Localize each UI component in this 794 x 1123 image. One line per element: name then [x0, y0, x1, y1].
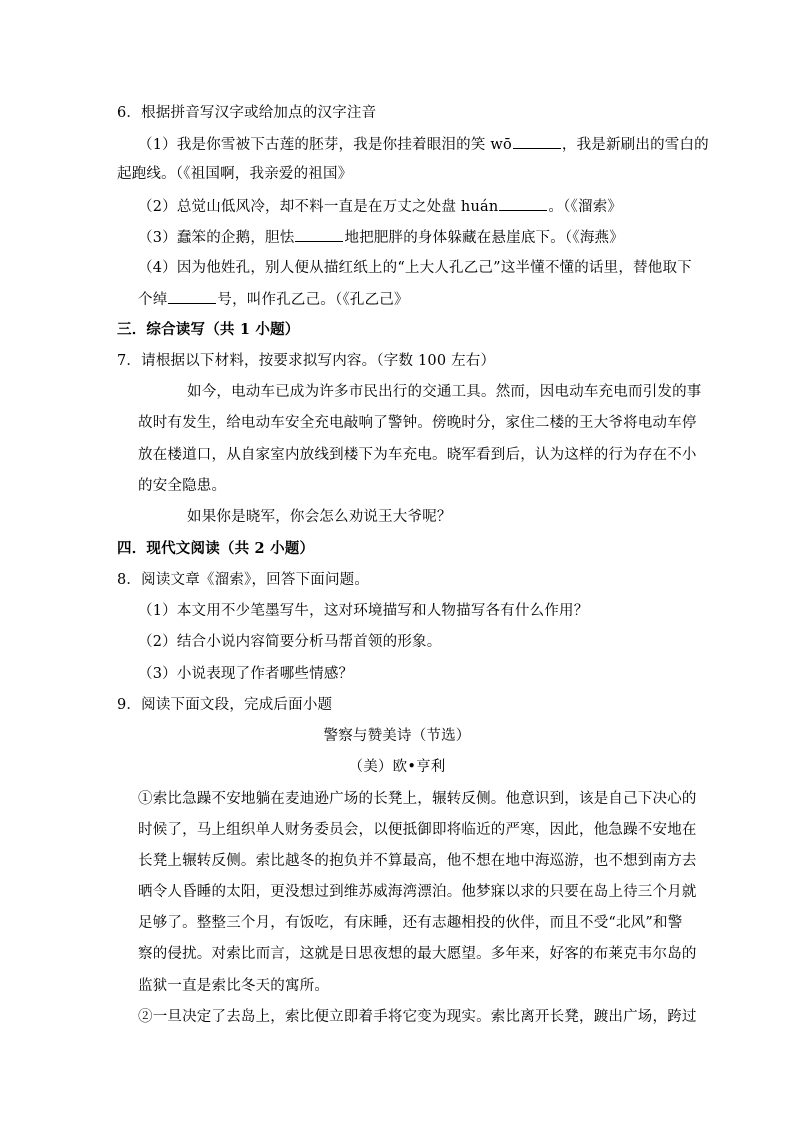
article-para1-line: 晒令人昏睡的太阳，更没想过到维苏威海湾漂泊。他梦寐以求的只要在岛上待三个月就	[138, 884, 697, 900]
article-para1-line: 察的侵扰。对索比而言，这就是日思夜想的最大愿望。多年来，好客的布莱克韦尔岛的	[138, 946, 697, 962]
article-para1-line: 长凳上辗转反侧。索比越冬的抱负并不算最高，他不想在地中海巡游，也不想到南方去	[138, 853, 697, 869]
q6-item1-text-b: ，我是新刷出的雪白的	[561, 137, 709, 153]
q6-item4-line1: （4）因为他姓孔，别人便从描红纸上的“上大人孔乙己”这半懂不懂的话里，替他取下	[138, 260, 692, 276]
q6-item3-text-b: 地把肥胖的身体躲藏在悬崖底下。（《海燕》	[344, 230, 624, 246]
article-title: 警察与赞美诗（节选）	[323, 728, 471, 744]
article-para1-line: 时候了，马上组织单人财务委员会，以便抵御即将临近的严寒，因此，他急躁不安地在	[138, 822, 697, 838]
q8-sub2: （2）结合小说内容简要分析马帮首领的形象。	[138, 634, 442, 650]
article-para1-line: 足够了。整整三个月，有饭吃，有床睡，还有志趣相投的伙伴，而且不受“北风”和警	[138, 915, 683, 931]
q9-title: 9．阅读下面文段，完成后面小题	[117, 697, 333, 713]
q7-paragraph1-line1: 如今，电动车已成为许多市民出行的交通工具。然而，因电动车充电而引发的事	[187, 384, 702, 400]
q8-title: 8．阅读文章《溜索》，回答下面问题。	[117, 572, 370, 588]
q6-item2-text-a: （2）总觉山低风冷，却不料一直是在万丈之处盘 huán	[138, 199, 499, 215]
answer-blank[interactable]	[168, 289, 216, 304]
answer-blank[interactable]	[499, 196, 547, 211]
article-para2-line: ②一旦决定了去岛上，索比便立即着手将它变为现实。索比离开长凳，踱出广场，跨过	[138, 1009, 697, 1025]
q6-item1-line2: 起跑线。（《祖国啊，我亲爱的祖国》	[117, 166, 353, 182]
q6-item4-text-b: 个绰	[138, 292, 168, 308]
q6-title: 6．根据拼音写汉字或给加点的汉字注音	[117, 105, 377, 121]
answer-blank[interactable]	[295, 227, 343, 242]
q7-paragraph1-line3: 放在楼道口，从自家室内放线到楼下为车充电。晓军看到后，认为这样的行为存在不小	[138, 447, 697, 463]
q6-item4-line2	[138, 289, 409, 310]
q6-item1-line1	[138, 134, 709, 155]
article-para1-line: ①索比急躁不安地躺在麦迪逊广场的长凳上，辗转反侧。他意识到，该是自己下决心的	[138, 791, 697, 807]
q7-paragraph2: 如果你是晓军，你会怎么劝说王大爷呢？	[187, 509, 452, 525]
q6-item2	[138, 196, 622, 217]
q6-item3-text-a: （3）蠢笨的企鹅，胆怯	[138, 230, 295, 246]
q6-item1-text-a: （1）我是你雪被下古莲的胚芽，我是你挂着眼泪的笑 wō	[138, 137, 512, 153]
answer-blank[interactable]	[513, 134, 561, 149]
q7-paragraph1-line2: 故时有发生，给电动车安全充电敲响了警钟。傍晚时分，家住二楼的王大爷将电动车停	[138, 415, 697, 431]
q8-sub1: （1）本文用不少笔墨写牛，这对环境描写和人物描写各有什么作用？	[138, 603, 589, 619]
q7-title: 7．请根据以下材料，按要求拟写内容。（字数 100 左右）	[117, 353, 496, 369]
article-para1-line: 监狱一直是索比冬天的寓所。	[138, 978, 330, 994]
q6-item4-text-c: 号，叫作孔乙己。（《孔乙己》	[217, 292, 409, 308]
q6-item3	[138, 227, 624, 248]
section-heading-3: 三．综合读写（共 1 小题）	[117, 321, 300, 338]
section-heading-4: 四．现代文阅读（共 2 小题）	[117, 540, 315, 557]
article-author: （美）欧•亨利	[348, 759, 446, 775]
q8-sub3: （3）小说表现了作者哪些情感？	[138, 666, 354, 682]
q6-item2-text-b: 。（《溜索》	[548, 199, 623, 215]
q7-paragraph1-line4: 的安全隐患。	[138, 478, 227, 494]
